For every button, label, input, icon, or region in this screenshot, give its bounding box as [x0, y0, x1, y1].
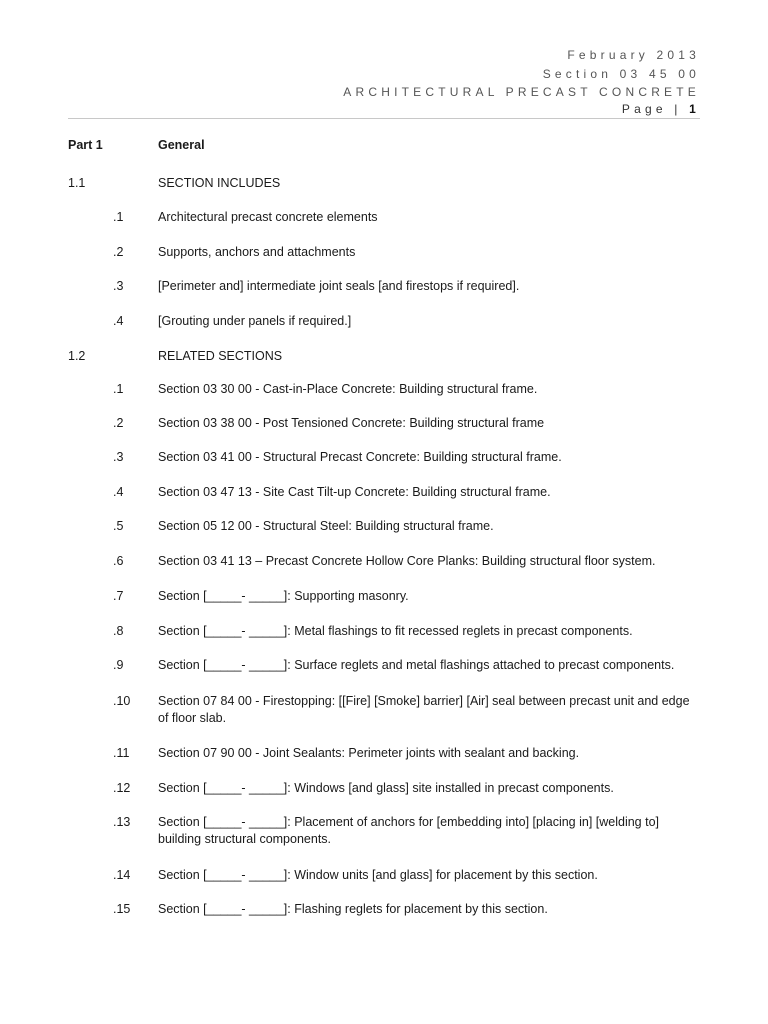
item-number: .11	[113, 746, 130, 760]
item-text: Section [_____- _____]: Surface reglets and metal flashings attached to precast components.	[158, 658, 675, 672]
item-number: .1	[113, 210, 124, 224]
item-text: Section 05 12 00 - Structural Steel: Building structural frame.	[158, 519, 494, 533]
header-section-title: ARCHITECTURAL PRECAST CONCRETE	[343, 85, 700, 99]
item-text: Section 03 41 00 - Structural Precast Concrete: Building structural frame.	[158, 450, 562, 464]
item-number: .6	[113, 554, 124, 568]
item-text: Architectural precast concrete elements	[158, 210, 378, 224]
item-text: Section [_____- _____]: Window units [and glass] for placement by this section.	[158, 868, 598, 882]
item-number: .2	[113, 416, 124, 430]
item-text: Section 03 38 00 - Post Tensioned Concrete: Building structural frame	[158, 416, 545, 430]
section-title: SECTION INCLUDES	[158, 176, 281, 190]
header-section-number: Section 03 45 00	[542, 67, 700, 81]
item-text: Supports, anchors and attachments	[158, 245, 356, 259]
section-number: 1.1	[68, 176, 86, 190]
item-text: Section [_____- _____]: Metal flashings to fit recessed reglets in precast components.	[158, 624, 633, 638]
part-label: Part 1	[68, 138, 103, 152]
item-text: Section 03 41 13 – Precast Concrete Hollow Core Planks: Building structural floor system.	[158, 554, 656, 568]
item-text: Section [_____- _____]: Windows [and glass] site installed in precast components.	[158, 781, 614, 795]
header-page	[622, 101, 700, 118]
item-text: [Perimeter and] intermediate joint seals [and firestops if required].	[158, 279, 520, 293]
item-text: Section 03 30 00 - Cast-in-Place Concrete: Building structural frame.	[158, 382, 538, 396]
item-number: .15	[113, 902, 131, 916]
item-number: .1	[113, 382, 124, 396]
item-number: .3	[113, 279, 124, 293]
part-title: General	[158, 138, 205, 152]
header-date: February 2013	[567, 48, 700, 62]
item-text: [Grouting under panels if required.]	[158, 314, 352, 328]
item-text: Section 07 84 00 - Firestopping: [[Fire] [Smoke] barrier] [Air] seal between precast unit and edge of floor slab.	[158, 694, 690, 725]
header-page-label: Page |	[621, 102, 682, 116]
item-number: .8	[113, 624, 124, 638]
header-page-number: 1	[689, 102, 700, 116]
item-number: .2	[113, 245, 124, 259]
item-number: .5	[113, 519, 124, 533]
item-number: .10	[113, 694, 131, 708]
item-number: .4	[113, 485, 124, 499]
item-number: .13	[113, 815, 131, 829]
section-number: 1.2	[68, 349, 86, 363]
item-number: .12	[113, 781, 131, 795]
item-text: Section 07 90 00 - Joint Sealants: Perimeter joints with sealant and backing.	[158, 746, 580, 760]
item-number: .9	[113, 658, 124, 672]
item-text: Section [_____- _____]: Placement of anchors for [embedding into] [placing in] [welding to] building structural components.	[158, 815, 660, 846]
section-title: RELATED SECTIONS	[158, 349, 283, 363]
item-number: .4	[113, 314, 124, 328]
item-text: Section [_____- _____]: Flashing reglets for placement by this section.	[158, 902, 548, 916]
item-text: Section 03 47 13 - Site Cast Tilt-up Concrete: Building structural frame.	[158, 485, 551, 499]
item-number: .7	[113, 589, 124, 603]
item-text: Section [_____- _____]: Supporting masonry.	[158, 589, 409, 603]
item-number: .14	[113, 868, 131, 882]
item-number: .3	[113, 450, 124, 464]
header-rule	[68, 118, 700, 119]
